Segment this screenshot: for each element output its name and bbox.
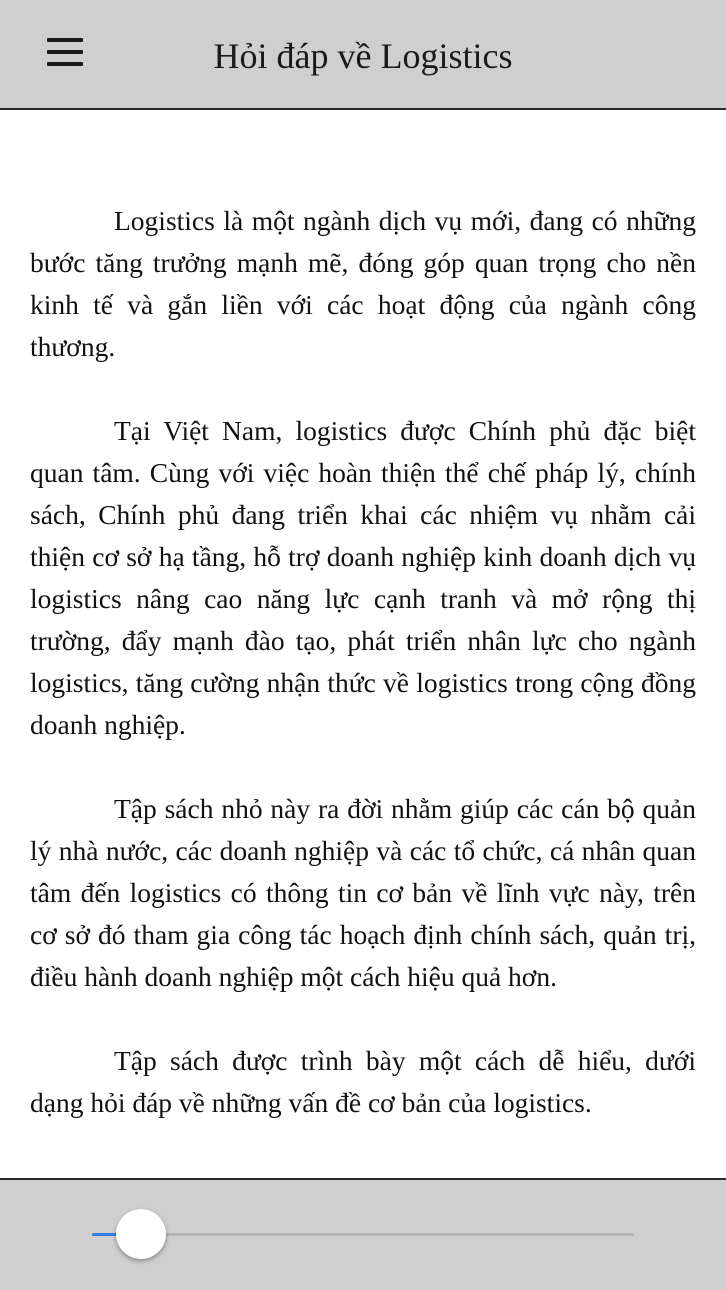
slider-thumb[interactable]	[116, 1209, 166, 1259]
paragraph: Tập sách nhỏ này ra đời nhằm giúp các cán bộ quản lý nhà nước, các doanh nghiệp và các tổ chức, cá nhân quan tâm đến logistics có thông tin cơ bản về lĩnh vực này, trên cơ sở đó tham gia công tác hoạch định chính sách, quản trị, điều hành doanh nghiệp một cách hiệu quả hơn.	[30, 793, 696, 992]
content-text	[30, 200, 696, 1166]
paragraph: Tại Việt Nam, logistics được Chính phủ đặc biệt quan tâm. Cùng với việc hoàn thiện thể chế pháp lý, chính sách, Chính phủ đang triển khai các nhiệm vụ nhằm cải thiện cơ sở hạ tầng, hỗ trợ doanh nghiệp kinh doanh dịch vụ logistics nâng cao năng lực cạnh tranh và mở rộng thị trường, đẩy mạnh đào tạo, phát triển nhân lực cho ngành logistics, tăng cường nhận thức về logistics trong cộng đồng doanh nghiệp.	[30, 415, 696, 740]
paragraph: Logistics là một ngành dịch vụ mới, đang có những bước tăng trưởng mạnh mẽ, đóng góp quan trọng cho nền kinh tế và gắn liền với các hoạt động của ngành công thương.	[30, 205, 696, 362]
page-title: Hỏi đáp về Logistics	[213, 36, 513, 76]
page-slider[interactable]	[92, 1233, 634, 1236]
paragraph: Tập sách được trình bày một cách dễ hiểu, dưới dạng hỏi đáp về những vấn đề cơ bản của logistics.	[30, 1045, 696, 1118]
app-header	[0, 0, 726, 110]
bottom-toolbar	[0, 1178, 726, 1290]
reading-content[interactable]	[0, 110, 726, 1178]
